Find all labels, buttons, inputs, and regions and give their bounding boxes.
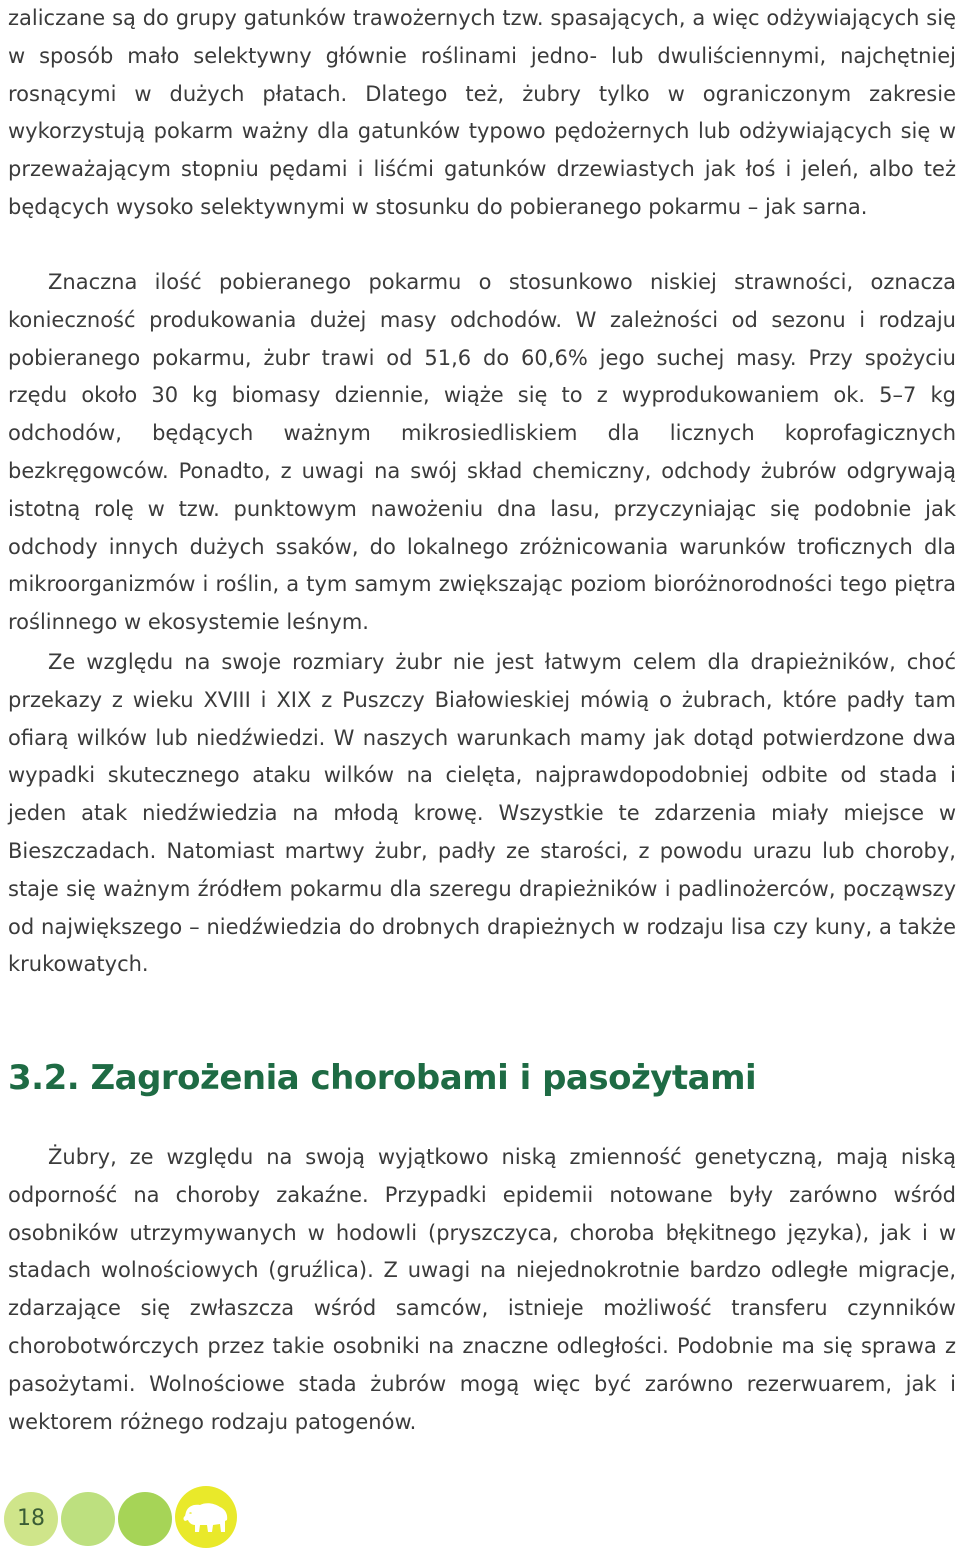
section-paragraph-text: Żubry, ze względu na swoją wyjątkowo niską zmienność genetyczną, mają niską odporność na choroby zakaźne. Przypadki epidemii notowane były zarówno wśród osobników utrzymywanych w hodowli (pryszczyca, choroba błękitnego języka), jak i w stadach wolnościowych (gruźlica). Z uwagi na niejednokrotnie bardzo odległe migracje, zdarzające się zwłaszcza wśród samców, istnieje możliwość transferu czynników chorobotwórczych przez takie osobniki na znaczne odległości. Podobnie ma się sprawa z pasożytami. Wolnościowe stada żubrów mogą więc być zarówno rezerwuarem, jak i wektorem różnego rodzaju patogenów. [8, 1145, 956, 1434]
bison-icon [180, 1498, 232, 1538]
decorative-circle [61, 1492, 115, 1546]
page-number: 18 [17, 1506, 45, 1531]
body-paragraph-2 [8, 264, 956, 642]
page-footer [0, 1486, 280, 1548]
section-heading: 3.2. Zagrożenia chorobami i pasożytami [8, 1058, 757, 1098]
section-paragraph [8, 1139, 956, 1441]
body-paragraph-3-text: Ze względu na swoje rozmiary żubr nie jest łatwym celem dla drapieżników, choć przekazy z wieku XVIII i XIX z Puszczy Białowieskiej mówią o żubrach, które padły tam ofiarą wilków lub niedźwiedzi. W naszych warunkach mamy jak dotąd potwierdzone dwa wypadki skutecznego ataku wilków na cielęta, najprawdopodobniej odbite od stada i jeden atak niedźwiedzia na młodą krowę. Wszystkie te zdarzenia miały miejsce w Bieszczadach. Natomiast martwy żubr, padły ze starości, z powodu urazu lub choroby, staje się ważnym źródłem pokarmu dla szeregu drapieżników i padlinożerców, począwszy od największego – niedźwiedzia do drobnych drapieżnych w rodzaju lisa czy kuny, a także krukowatych. [8, 650, 956, 977]
decorative-circle [118, 1492, 172, 1546]
body-paragraph-2-text: Znaczna ilość pobieranego pokarmu o stosunkowo niskiej strawności, oznacza konieczność produkowania dużej masy odchodów. W zależności od sezonu i rodzaju pobieranego pokarmu, żubr trawi od 51,6 do 60,6% jego suchej masy. Przy spożyciu rzędu około 30 kg biomasy dziennie, wiąże się to z wyprodukowaniem ok. 5–7 kg odchodów, będących ważnym mikrosiedliskiem dla licznych koprofagicznych bezkręgowców. Ponadto, z uwagi na swój skład chemiczny, odchody żubrów odgrywają istotną rolę w tzw. punktowym nawożeniu dna lasu, przyczyniając się podobnie jak odchody innych dużych ssaków, do lokalnego zróżnicowania warunków troficznych dla mikroorganizmów i roślin, a tym samym zwiększając poziom bioróżnorodności tego piętra roślinnego w ekosystemie leśnym. [8, 270, 956, 635]
body-paragraph-3 [8, 644, 956, 984]
body-paragraph-1: zaliczane są do grupy gatunków trawożernych tzw. spasających, a więc odżywiających się w sposób mało selektywny głównie roślinami jedno- lub dwuliściennymi, najchętniej rosnącymi w dużych płatach. Dlatego też, żubry tylko w ograniczonym zakresie wykorzystują pokarm ważny dla gatunków typowo pędożernych lub odżywiających się w przeważającym stopniu pędami i liśćmi gatunków drzewiastych jak łoś i jeleń, albo też będących wysoko selektywnymi w stosunku do pobieranego pokarmu – jak sarna. [8, 6, 956, 219]
